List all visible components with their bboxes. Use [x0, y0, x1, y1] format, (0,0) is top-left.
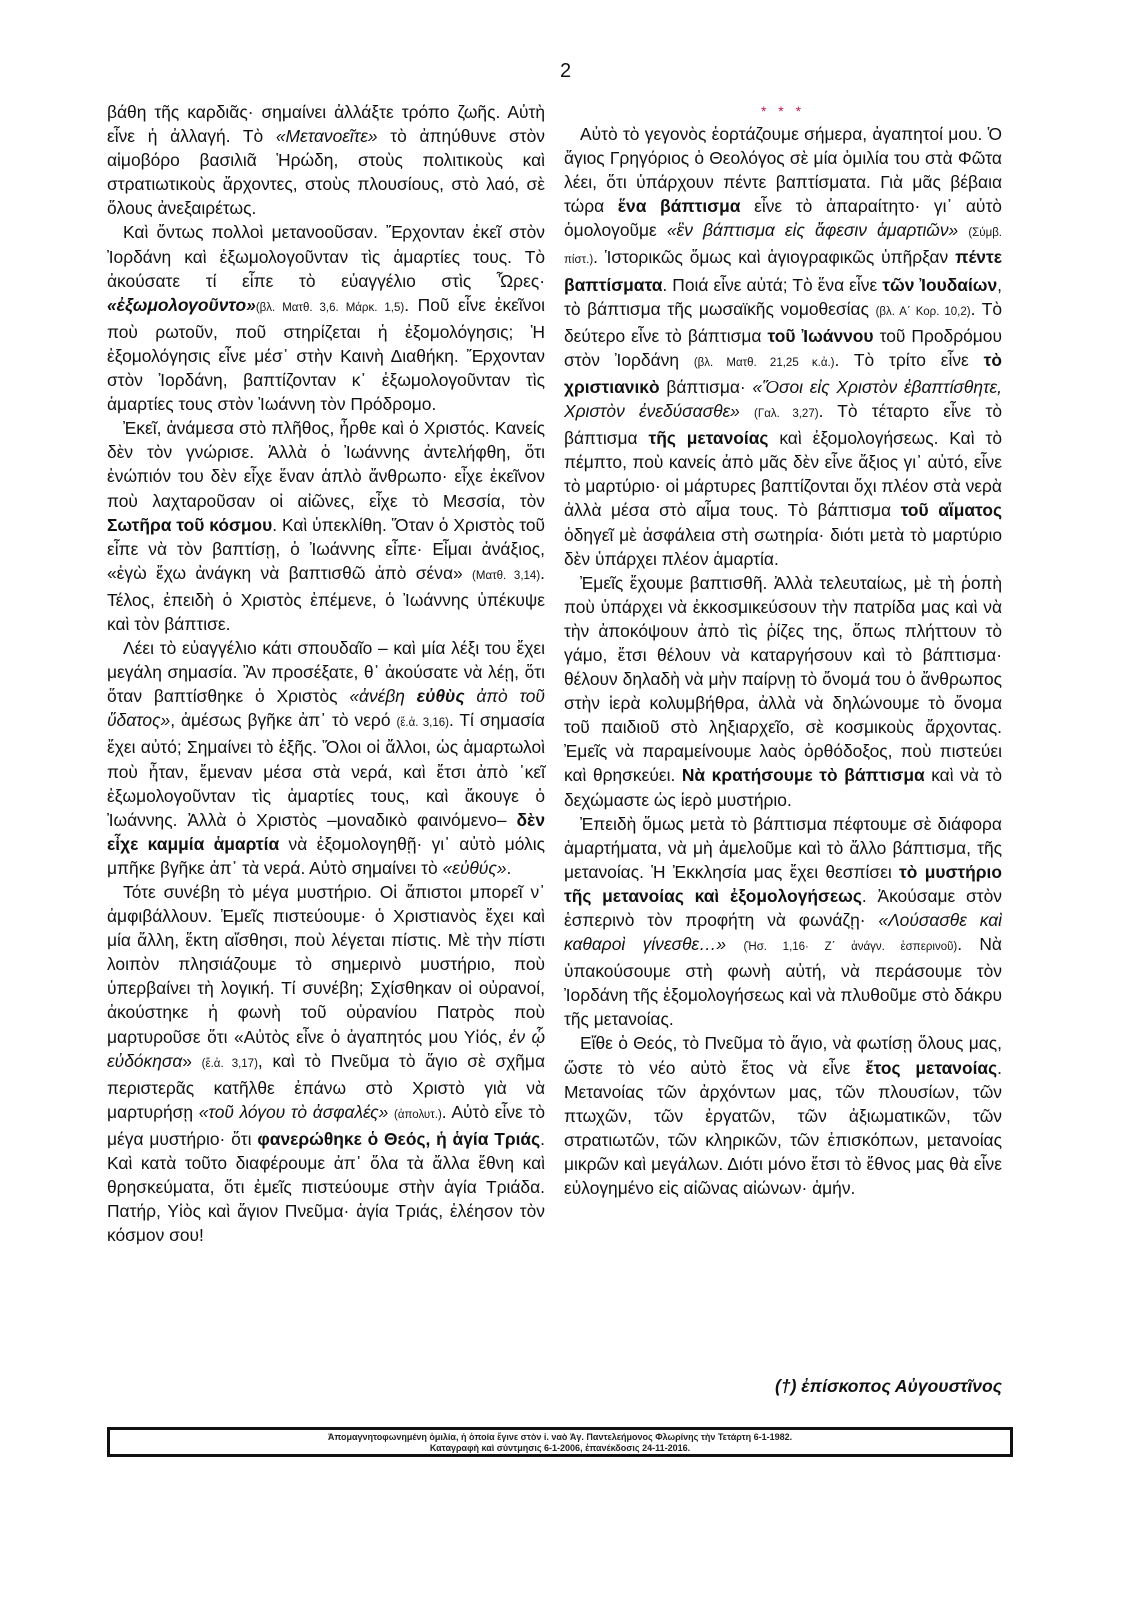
scripture-reference: (ἔ.ἀ. 3,16): [396, 717, 449, 730]
scripture-reference: (Σύμβ. πίστ.): [564, 227, 1003, 267]
text-run: . Τὸ τρίτο εἶνε: [834, 349, 984, 370]
emphasis-italic: «ἀνέβη: [349, 686, 417, 707]
text-run: τοῦ Προδρόμου στὸν Ἰορδάνη: [564, 325, 1002, 370]
scripture-reference: (βλ. Ματθ. 3,6. Μάρκ. 1,5): [255, 301, 405, 314]
text-run: Ἐπειδὴ ὅμως μετὰ τὸ βάπτισμα πέφτουμε σὲ διάφορα ἁμαρτήματα, νὰ μὴ ἀμελοῦμε καὶ τὸ ἄλλο βάπτισμα, τῆς μετανοίας. Ἡ Ἐκκλησία μας ἔχει θεσπίσει: [564, 813, 1002, 882]
paragraph: [107, 416, 545, 636]
text-run: Εἴθε ὁ Θεός, τὸ Πνεῦμα τὸ ἅγιο, νὰ φωτίσῃ ὅλους μας, ὥστε τὸ νέο αὐτὸ ἔτος νὰ εἶνε: [564, 1033, 1002, 1078]
emphasis-bold-italic: εὐθὺς: [416, 686, 465, 707]
emphasis-bold: τὸ χριστιανικὸ: [564, 349, 1002, 397]
emphasis-bold: φανερώθηκε ὁ Θεός, ἡ ἁγία Τριάς: [257, 1128, 541, 1149]
text-run: Ἐμεῖς ἔχουμε βαπτισθῆ. Ἀλλὰ τελευταίως, μὲ τὴ ῥοπὴ ποὺ ὑπάρχει νὰ ἐκκοσμικεύσουν τὴν πατρίδα μας καὶ νὰ τὴν ἀποκόψουν ἀπὸ τὶς ῥίζες της, ὅπως πλήττουν τὸ γάμο, ἔτσι θέλουν νὰ καταργήσουν καὶ τὸ βάπτισμα· θέλουν δηλαδὴ νὰ μὴν παίρνῃ τὸ ὄνομά του ὁ ἄνθρωπος στὴν ἱερὰ κολυμβήθρα, ἀλλὰ νὰ δηλώνουμε τὸ ὄνομα τοῦ παιδιοῦ στὸ ληξιαρχεῖο, σὲ κοσμικοὺς ἄρχοντας. Ἐμεῖς νὰ παραμείνουμε λαὸς ὀρθόδοξος, ποὺ πιστεύει καὶ θρησκεύει.: [564, 572, 1002, 786]
emphasis-bold: δὲν εἶχε καμμία ἁμαρτία: [107, 809, 545, 854]
scripture-reference: (Ἠσ. 1,16· Ζ΄ ἀνάγν. ἑσπερινοῦ): [743, 941, 958, 954]
text-run: βάπτισμα·: [659, 376, 753, 397]
text-run: Λέει τὸ εὐαγγέλιο κάτι σπουδαῖο – καὶ μία λέξι του ἔχει μεγάλη σημασία. Ἂν προσέξατε, θ᾽ ἀκούσατε νὰ λέῃ, ὅτι ὅταν βαπτίσθηκε ὁ Χριστὸς: [107, 638, 545, 707]
text-run: , τὸ βάπτισμα τῆς μωσαϊκῆς νομοθεσίας: [564, 274, 1002, 319]
text-run: εἶνε τὸ ἀπαραίτητο· γι᾽ αὐτὸ ὁμολογοῦμε: [564, 196, 1002, 241]
text-run: Τότε συνέβη τὸ μέγα μυστήριο. Οἱ ἄπιστοι μπορεῖ ν᾽ ἀμφιβάλλουν. Ἐμεῖς πιστεύουμε· ὁ Χριστιανὸς ἔχει καὶ μία ἄλλη, ἕκτη αἴσθησι, ποὺ λέγεται πίστις. Μὲ τὴν πίστι λοιπὸν πλησιάζουμε τὸ σημερινὸ μυστήριο, ποὺ ὑπερβαίνει τὴ λογική. Τί συνέβη; Σχίσθηκαν οἱ οὐρανοί, ἀκούστηκε ἡ φωνὴ τοῦ οὐρανίου Πατρὸς ποὺ μαρτυροῦσε ὅτι «Αὐτὸς εἶνε ὁ ἀγαπητός μου Υἱός,: [107, 882, 545, 1047]
emphasis-italic: ἀπὸ τοῦ ὕδατος»: [107, 686, 545, 731]
text-run: τὸ ἀπηύθυνε στὸν αἱμοβόρο βασιλιᾶ Ἡρώδη, στοὺς πολιτικοὺς καὶ στρατιωτικοὺς ἄρχοντες, στοὺς πλουσίους, στὸ λαό, σὲ ὅλους ἀνεξαιρέτως.: [107, 126, 545, 219]
emphasis-bold: τῆς μετανοίας: [648, 428, 769, 449]
text-run: . Καὶ κατὰ τοῦτο διαφέρουμε ἀπ᾽ ὅλα τὰ ἄλλα ἔθνη καὶ θρησκεύματα, ὅτι ἐμεῖς πιστεύουμε στὴν ἁγία Τριάδα. Πατήρ, Υἱὸς καὶ ἅγιον Πνεῦμα· ἁγία Τριάς, ἐλέησον τὸν κόσμον σου!: [107, 1128, 545, 1246]
text-run: .: [506, 857, 512, 878]
text-run: [726, 934, 743, 954]
emphasis-bold: πέντε βαπτίσματα: [564, 247, 1002, 295]
text-run: βάθη τῆς καρδιᾶς· σημαίνει ἀλλάξτε τρόπο ζωῆς. Αὐτὴ εἶνε ἡ ἀλλαγή. Τὸ: [107, 102, 545, 147]
text-run: . Νὰ ὑπακούσουμε στὴ φωνὴ αὐτή, νὰ περάσουμε τὸν Ἰορδάνη τῆς ἐξομολογήσεως καὶ νὰ πλυθοῦμε στὸ δάκρυ τῆς μετανοίας.: [564, 934, 1002, 1030]
emphasis-bold: τὸ μυστήριο τῆς μετανοίας καὶ ἐξομολογήσεως: [564, 861, 1002, 906]
emphasis-italic: «εὐθύς»: [442, 857, 507, 878]
text-run: [740, 401, 754, 421]
paragraph: [107, 880, 545, 1247]
text-run: . Τέλος, ἐπειδὴ ὁ Χριστὸς ἐπέμενε, ὁ Ἰωάννης ὑπέκυψε καὶ τὸν βάπτισε.: [107, 562, 545, 634]
scripture-reference: (Γαλ. 3,27): [754, 408, 819, 421]
text-run: . Τὸ τέταρτο εἶνε τὸ βάπτισμα: [564, 401, 1002, 449]
emphasis-italic: «Λούσασθε καὶ καθαροὶ γίνεσθε…»: [564, 910, 1002, 955]
emphasis-bold: Νὰ κρατήσουμε τὸ βάπτισμα: [681, 765, 925, 786]
text-run: Ἐκεῖ, ἀνάμεσα στὸ πλῆθος, ἦρθε καὶ ὁ Χριστός. Κανείς δὲν τὸν γνώρισε. Ἀλλὰ ὁ Ἰωάννης ἀντελήφθη, ὅτι ἐνώπιόν του δὲν εἶχε ἕναν ἁπλὸ ἄνθρωπο· εἶχε ἐκεῖνον ποὺ λαχταροῦσαν οἱ αἰῶνες, εἶχε τὸ Μεσσία, τὸν: [107, 418, 545, 511]
left-column: [107, 100, 545, 1247]
emphasis-bold: Σωτῆρα τοῦ κόσμου: [107, 514, 273, 535]
paragraph: [564, 571, 1002, 812]
paragraph: [107, 636, 545, 880]
scripture-reference: (βλ. Α΄ Κορ. 10,2): [875, 305, 971, 318]
text-run: . Ἀκούσαμε στὸν ἑσπερινὸ τὸν προφήτη νὰ φωνάζῃ·: [564, 885, 1002, 930]
emphasis-bold: τοῦ Ἰωάννου: [767, 325, 874, 346]
scripture-reference: (βλ. Ματθ. 21,25 κ.ἀ.): [693, 356, 835, 369]
emphasis-bold-italic: «ἐξωμολογοῦντο»: [107, 294, 256, 315]
emphasis-italic: «ἓν βάπτισμα εἰς ἄφεσιν ἁμαρτιῶν»: [666, 220, 959, 241]
text-run: »: [182, 1050, 202, 1071]
text-run: . Μετανοίας τῶν ἀρχόντων μας, τῶν πλουσίων, τῶν πτωχῶν, τῶν ἐργατῶν, τῶν ἀξιωματικῶν, τῶν στρατιωτῶν, τῶν κληρικῶν, τῶν ἐπισκόπων, μετανοίας μικρῶν καὶ μεγάλων. Διότι μόνο ἔτσι τὸ ἔθνος μας θὰ εἶνε εὐλογημένο εἰς αἰῶνας αἰώνων· ἀμήν.: [564, 1057, 1002, 1199]
emphasis-italic: «τοῦ λόγου τὸ ἀσφαλές»: [198, 1101, 389, 1122]
author-signature: (†) ἐπίσκοπος Αὐγουστῖνος: [775, 1376, 1002, 1396]
text-run: Καὶ ὄντως πολλοὶ μετανοοῦσαν. Ἔρχονταν ἐκεῖ στὸν Ἰορδάνη καὶ ἐξωμολογοῦνταν τὶς ἁμαρτίες τους. Τὸ ἀκούσατε τί εἶπε τὸ εὐαγγέλιο στὶς Ὧρες·: [107, 222, 545, 291]
text-run: [958, 220, 968, 240]
text-run: , ἀμέσως βγῆκε ἀπ᾽ τὸ νερό: [170, 710, 397, 731]
scripture-reference: (ἔ.ἀ. 3,17): [201, 1057, 258, 1070]
emphasis-italic: «Ὅσοι εἰς Χριστὸν ἐβαπτίσθητε, Χριστὸν ἐνεδύσασθε»: [564, 376, 1002, 422]
paragraph: [564, 812, 1002, 1032]
text-run: . Αὐτὸ εἶνε τὸ μέγα μυστήριο· ὅτι: [107, 1101, 546, 1149]
text-run: νὰ ἐξομολογηθῇ· γι᾽ αὐτὸ μόλις μπῆκε βγῆκε ἀπ᾽ τὰ νερά. Αὐτὸ σημαίνει τὸ: [107, 833, 545, 878]
text-run: , καὶ τὸ Πνεῦμα τὸ ἅγιο σὲ σχῆμα περιστερᾶς κατῆλθε ἐπάνω στὸ Χριστὸ γιὰ νὰ μαρτυρήσῃ: [107, 1050, 545, 1122]
paragraph: [107, 220, 545, 416]
right-column: [564, 100, 1002, 1200]
emphasis-bold: ἔτος μετανοίας: [865, 1057, 998, 1078]
text-run: . Ἱστορικῶς ὅμως καὶ ἁγιογραφικῶς ὑπῆρξαν: [593, 247, 956, 268]
scripture-reference: (Ματθ. 3,14): [472, 569, 541, 582]
text-run: καὶ νὰ τὸ δεχώμαστε ὡς ἱερὸ μυστήριο.: [564, 765, 1002, 810]
paragraph: [564, 1031, 1002, 1200]
scripture-reference: (ἀπολυτ.): [394, 1108, 442, 1121]
page-number: 2: [559, 60, 572, 82]
emphasis-bold: ἕνα βάπτισμα: [617, 196, 741, 217]
paragraph: [107, 100, 545, 220]
text-run: ὁδηγεῖ μὲ ἀσφάλεια στὴ σωτηρία· διότι μετὰ τὸ μαρτύριο δὲν ὑπάρχει πλέον ἁμαρτία.: [564, 524, 1002, 569]
text-run: Αὐτὸ τὸ γεγονὸς ἑορτάζουμε σήμερα, ἀγαπητοί μου. Ὁ ἅγιος Γρηγόριος ὁ Θεολόγος σὲ μία ὁμιλία του στὰ Φῶτα λέει, ὅτι ὑπάρχουν πέντε βαπτίσματα. Γιὰ μᾶς βέβαια τώρα: [564, 124, 1002, 217]
text-run: . Ποιά εἶνε αὐτά; Τὸ ἕνα εἶνε: [662, 274, 883, 295]
footer-box: [107, 1427, 1013, 1457]
paragraph: [564, 122, 1002, 571]
text-run: . Καὶ ὑπεκλίθη. Ὅταν ὁ Χριστὸς τοῦ εἶπε νὰ τὸν βαπτίσῃ, ὁ Ἰωάννης εἶπε· Εἶμαι ἀνάξιος, «ἐγὼ ἔχω ἀνάγκη νὰ βαπτισθῶ ἀπὸ σένα»: [107, 514, 546, 583]
emphasis-bold: τοῦ αἵματος: [900, 500, 1002, 521]
section-separator: * * *: [760, 103, 806, 119]
emphasis-italic: ἐν ᾧ εὐδόκησα: [107, 1026, 545, 1071]
text-run: . Ποῦ εἶνε ἐκεῖνοι ποὺ ρωτοῦν, ποῦ στηρίζεται ἡ ἐξομολόγησις; Ἡ ἐξομολόγησις εἶνε μέσ᾽ στὴν Καινὴ Διαθήκη. Ἔρχονταν στὸν Ἰορδάνη, βαπτίζονταν κ᾽ ἐξωμολογοῦνταν τὶς ἁμαρτίες τους στὸν Ἰωάννη τὸν Πρόδρομο.: [107, 294, 545, 415]
text-run: καὶ ἐξομολογήσεως. Καὶ τὸ πέμπτο, ποὺ κανείς ἀπὸ μᾶς δὲν εἶνε ἄξιος γι᾽ αὐτό, εἶνε τὸ μαρτύριο· οἱ μάρτυρες βαπτίζονται ὄχι πλέον στὰ νερὰ ἀλλὰ μέσα στὸ αἷμα τους. Τὸ βάπτισμα: [564, 428, 1002, 521]
text-run: . Τὸ δεύτερο εἶνε τὸ βάπτισμα: [564, 298, 1002, 346]
footer-note-edition: Καταγραφὴ καὶ σύντμησις 6-1-2006, ἐπανέκδοσις 24-11-2016.: [429, 1443, 691, 1453]
emphasis-bold: τῶν Ἰουδαίων: [882, 274, 998, 295]
text-run: . Τί σημασία ἔχει αὐτό; Σημαίνει τὸ ἑξῆς. Ὅλοι οἱ ἄλλοι, ὡς ἁμαρτωλοὶ ποὺ ἦταν, ἔμεναν μέσα στὰ νερά, καὶ ἔτσι ἀπὸ ᾽κεῖ ἐξωμολογοῦνταν τὶς ἁμαρτίες τους, καὶ ἄκουγε ὁ Ἰωάννης. Ἀλλὰ ὁ Χριστὸς –μοναδικὸ φαινόμενο–: [107, 710, 545, 830]
emphasis-italic: «Μετανοεῖτε»: [275, 126, 378, 147]
footer-note-recording: Ἀπομαγνητοφωνημένη ὁμιλία, ἡ ὁποία ἔγινε στὸν ἱ. ναὸ Ἁγ. Παντελεήμονος Φλωρίνης τὴν Τετάρτη 6-1-1982.: [327, 1432, 793, 1442]
